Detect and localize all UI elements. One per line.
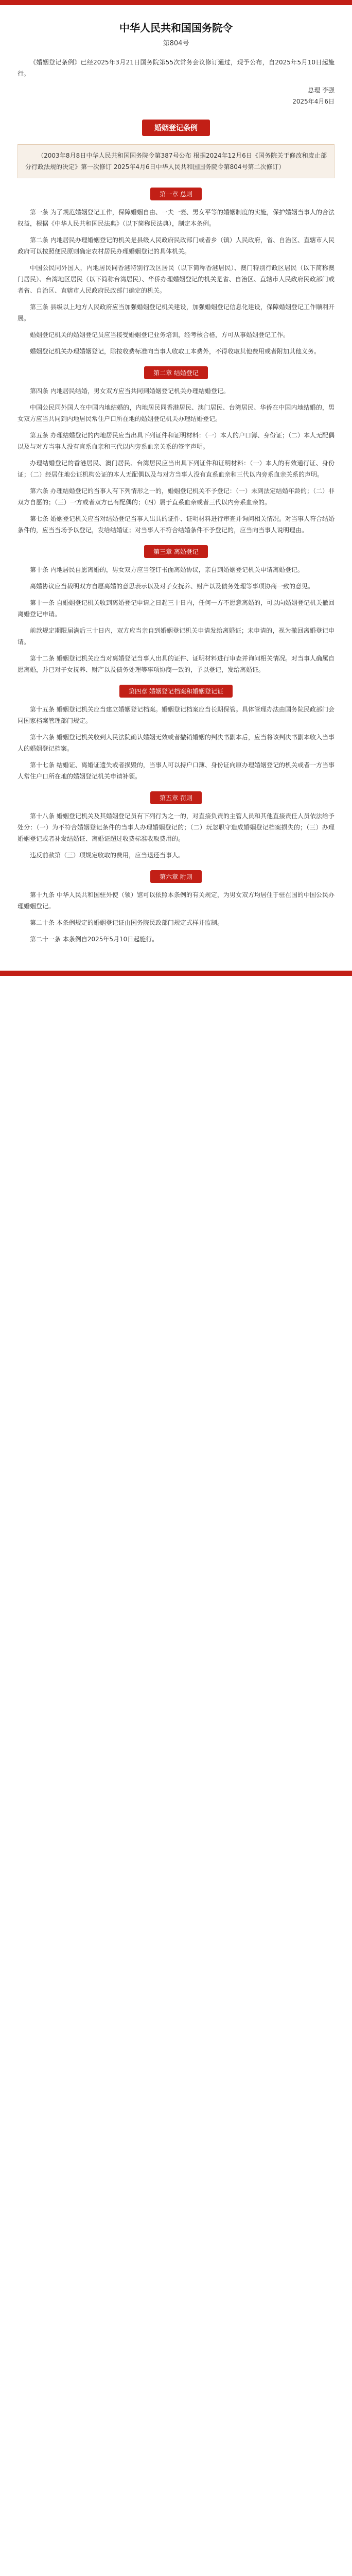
article-paragraph: 前款规定期限届满后三十日内，双方应当亲自到婚姻登记机关申请发给离婚证；未申请的，视为撤回离婚登记申请。 [17,627,335,646]
chapter-heading [17,366,335,379]
regulation-title [17,120,335,136]
article-paragraph: 第十五条 婚姻登记机关应当建立婚姻登记档案。婚姻登记档案应当长期保管。具体管理办法由国务院民政部门会同国家档案管理部门规定。 [17,706,335,724]
article-paragraph: 第十八条 婚姻登记机关及其婚姻登记员有下列行为之一的，对直接负责的主管人员和其他直接责任人员依法给予处分：（一）为不符合婚姻登记条件的当事人办理婚姻登记的；（二）玩忽职守造成婚姻登记档案损失的；（三）办理婚姻登记或者补发结婚证、离婚证超过收费标准收取费用的。 [17,812,335,842]
regulation-title-label: 婚姻登记条例 [142,120,210,136]
signature-date: 2025年4月6日 [292,98,335,105]
chapter-heading-label: 第二章 结婚登记 [144,366,208,379]
article-paragraph: 第十二条 婚姻登记机关应当对离婚登记当事人出具的证件、证明材料进行审查并询问相关情况。对当事人确属自愿离婚，并已对子女抚养、财产以及债务处理等事项协商一致的，予以登记，发给离婚证。 [17,655,335,673]
regulation-body [17,188,335,945]
chapter-heading-label: 第五章 罚则 [150,791,202,804]
chapter-heading [17,791,335,804]
chapter-heading [17,870,335,883]
article-paragraph: 违反前款第（三）项规定收取的费用，应当退还当事人。 [30,852,185,859]
article-paragraph: 第二十条 本条例规定的婚姻登记证由国务院民政部门规定式样并监制。 [30,919,223,926]
decree-title: 中华人民共和国国务院令 [119,22,233,34]
chapter-heading [17,188,335,200]
article-paragraph: 离婚协议应当载明双方自愿离婚的意思表示以及对子女抚养、财产以及债务处理等事项协商一致的意见。 [30,583,314,590]
article-paragraph: 中国公民同外国人，内地居民同香港特别行政区居民（以下简称香港居民）、澳门特别行政区居民（以下简称澳门居民）、台湾地区居民（以下简称台湾居民）、华侨办理婚姻登记的机关是省、自治区、直辖市人民政府民政部门或者省、自治区、直辖市人民政府民政部门确定的机关。 [17,264,335,294]
footer-band [0,971,352,976]
article-paragraph: 婚姻登记机关的婚姻登记员应当接受婚姻登记业务培训，经考核合格，方可从事婚姻登记工作。 [30,331,290,338]
article-paragraph: 办理结婚登记的香港居民、澳门居民、台湾居民应当出具下列证件和证明材料：（一）本人的有效通行证、身份证；（二）经居住地公证机构公证的本人无配偶以及与对方当事人没有直系血亲和三代以内旁系血亲关系的声明。 [17,460,335,478]
article-paragraph: 第一条 为了规范婚姻登记工作，保障婚姻自由、一夫一妻、男女平等的婚姻制度的实施，保护婚姻当事人的合法权益，根据《中华人民共和国民法典》（以下简称民法典），制定本条例。 [17,209,335,227]
article-paragraph: 第十七条 结婚证、离婚证遗失或者损毁的，当事人可以持户口簿、身份证向原办理婚姻登记的机关或者一方当事人常住户口所在地的婚姻登记机关申请补领。 [17,761,335,780]
chapter-heading-label: 第六章 附则 [150,870,202,883]
article-paragraph: 第十六条 婚姻登记机关收到人民法院确认婚姻无效或者撤销婚姻的判决书副本后，应当将该判决书副本收入当事人的婚姻登记档案。 [17,734,335,752]
page [0,5,352,960]
article-paragraph: 第七条 婚姻登记机关应当对结婚登记当事人出具的证件、证明材料进行审查并询问相关情况。对当事人符合结婚条件的，应当当场予以登记，发给结婚证；对当事人不符合结婚条件不予登记的，应当向当事人说明理由。 [17,515,335,534]
article-paragraph: 第六条 办理结婚登记的当事人有下列情形之一的，婚姻登记机关不予登记：（一）未到法定结婚年龄的；（二）非双方自愿的；（三）一方或者双方已有配偶的；（四）属于直系血亲或者三代以内旁系血亲的。 [17,487,335,506]
decree-number: 第804号 [163,40,189,47]
article-paragraph: 中国公民同外国人在中国内地结婚的，内地居民同香港居民、澳门居民、台湾居民、华侨在中国内地结婚的，男女双方应当共同到内地居民常住户口所在地的婚姻登记机关办理结婚登记。 [17,404,335,422]
article-paragraph: 第二十一条 本条例自2025年5月10日起施行。 [30,936,159,943]
article-paragraph: 第十一条 自婚姻登记机关收到离婚登记申请之日起三十日内，任何一方不愿意离婚的，可以向婚姻登记机关撤回离婚登记申请。 [17,599,335,618]
header-band [0,0,352,5]
regulation-preamble [17,144,335,178]
signature-block [17,84,335,107]
chapter-heading [17,545,335,558]
preamble-text: （2003年8月8日中华人民共和国国务院令第387号公布 根据2024年12月6日《国务院关于修改和废止部分行政法规的决定》第一次修订 2025年4月6日中华人民共和国国务院令第804号第二次修订） [25,152,327,171]
decree-intro: 《婚姻登记条例》已经2025年3月21日国务院第55次常务会议修订通过，现予公布，自2025年5月10日起施行。 [17,59,335,77]
signature-name: 总理 李强 [308,87,335,94]
article-paragraph: 第三条 县级以上地方人民政府应当加强婚姻登记机关建设，加强婚姻登记信息化建设，保障婚姻登记工作顺利开展。 [17,303,335,322]
chapter-heading-label: 第一章 总则 [150,188,202,200]
chapter-heading-label: 第三章 离婚登记 [144,545,208,558]
article-paragraph: 第二条 内地居民办理婚姻登记的机关是县级人民政府民政部门或者乡（镇）人民政府，省、自治区、直辖市人民政府可以按照便民原则确定农村居民办理婚姻登记的具体机关。 [17,236,335,255]
article-paragraph: 婚姻登记机关办理婚姻登记，除按收费标准向当事人收取工本费外，不得收取其他费用或者附加其他义务。 [30,348,321,355]
chapter-heading-label: 第四章 婚姻登记档案和婚姻登记证 [119,685,233,698]
chapter-heading [17,685,335,698]
article-paragraph: 第四条 内地居民结婚，男女双方应当共同到婚姻登记机关办理结婚登记。 [30,387,230,395]
article-paragraph: 第五条 办理结婚登记的内地居民应当出具下列证件和证明材料：（一）本人的户口簿、身份证；（二）本人无配偶以及与对方当事人没有直系血亲和三代以内旁系血亲关系的签字声明。 [17,432,335,450]
article-paragraph: 第十九条 中华人民共和国驻外使（领）馆可以依照本条例的有关规定，为男女双方均居住于驻在国的中国公民办理婚姻登记。 [17,891,335,910]
article-paragraph: 第十条 内地居民自愿离婚的，男女双方应当签订书面离婚协议，亲自到婚姻登记机关申请离婚登记。 [30,566,304,573]
